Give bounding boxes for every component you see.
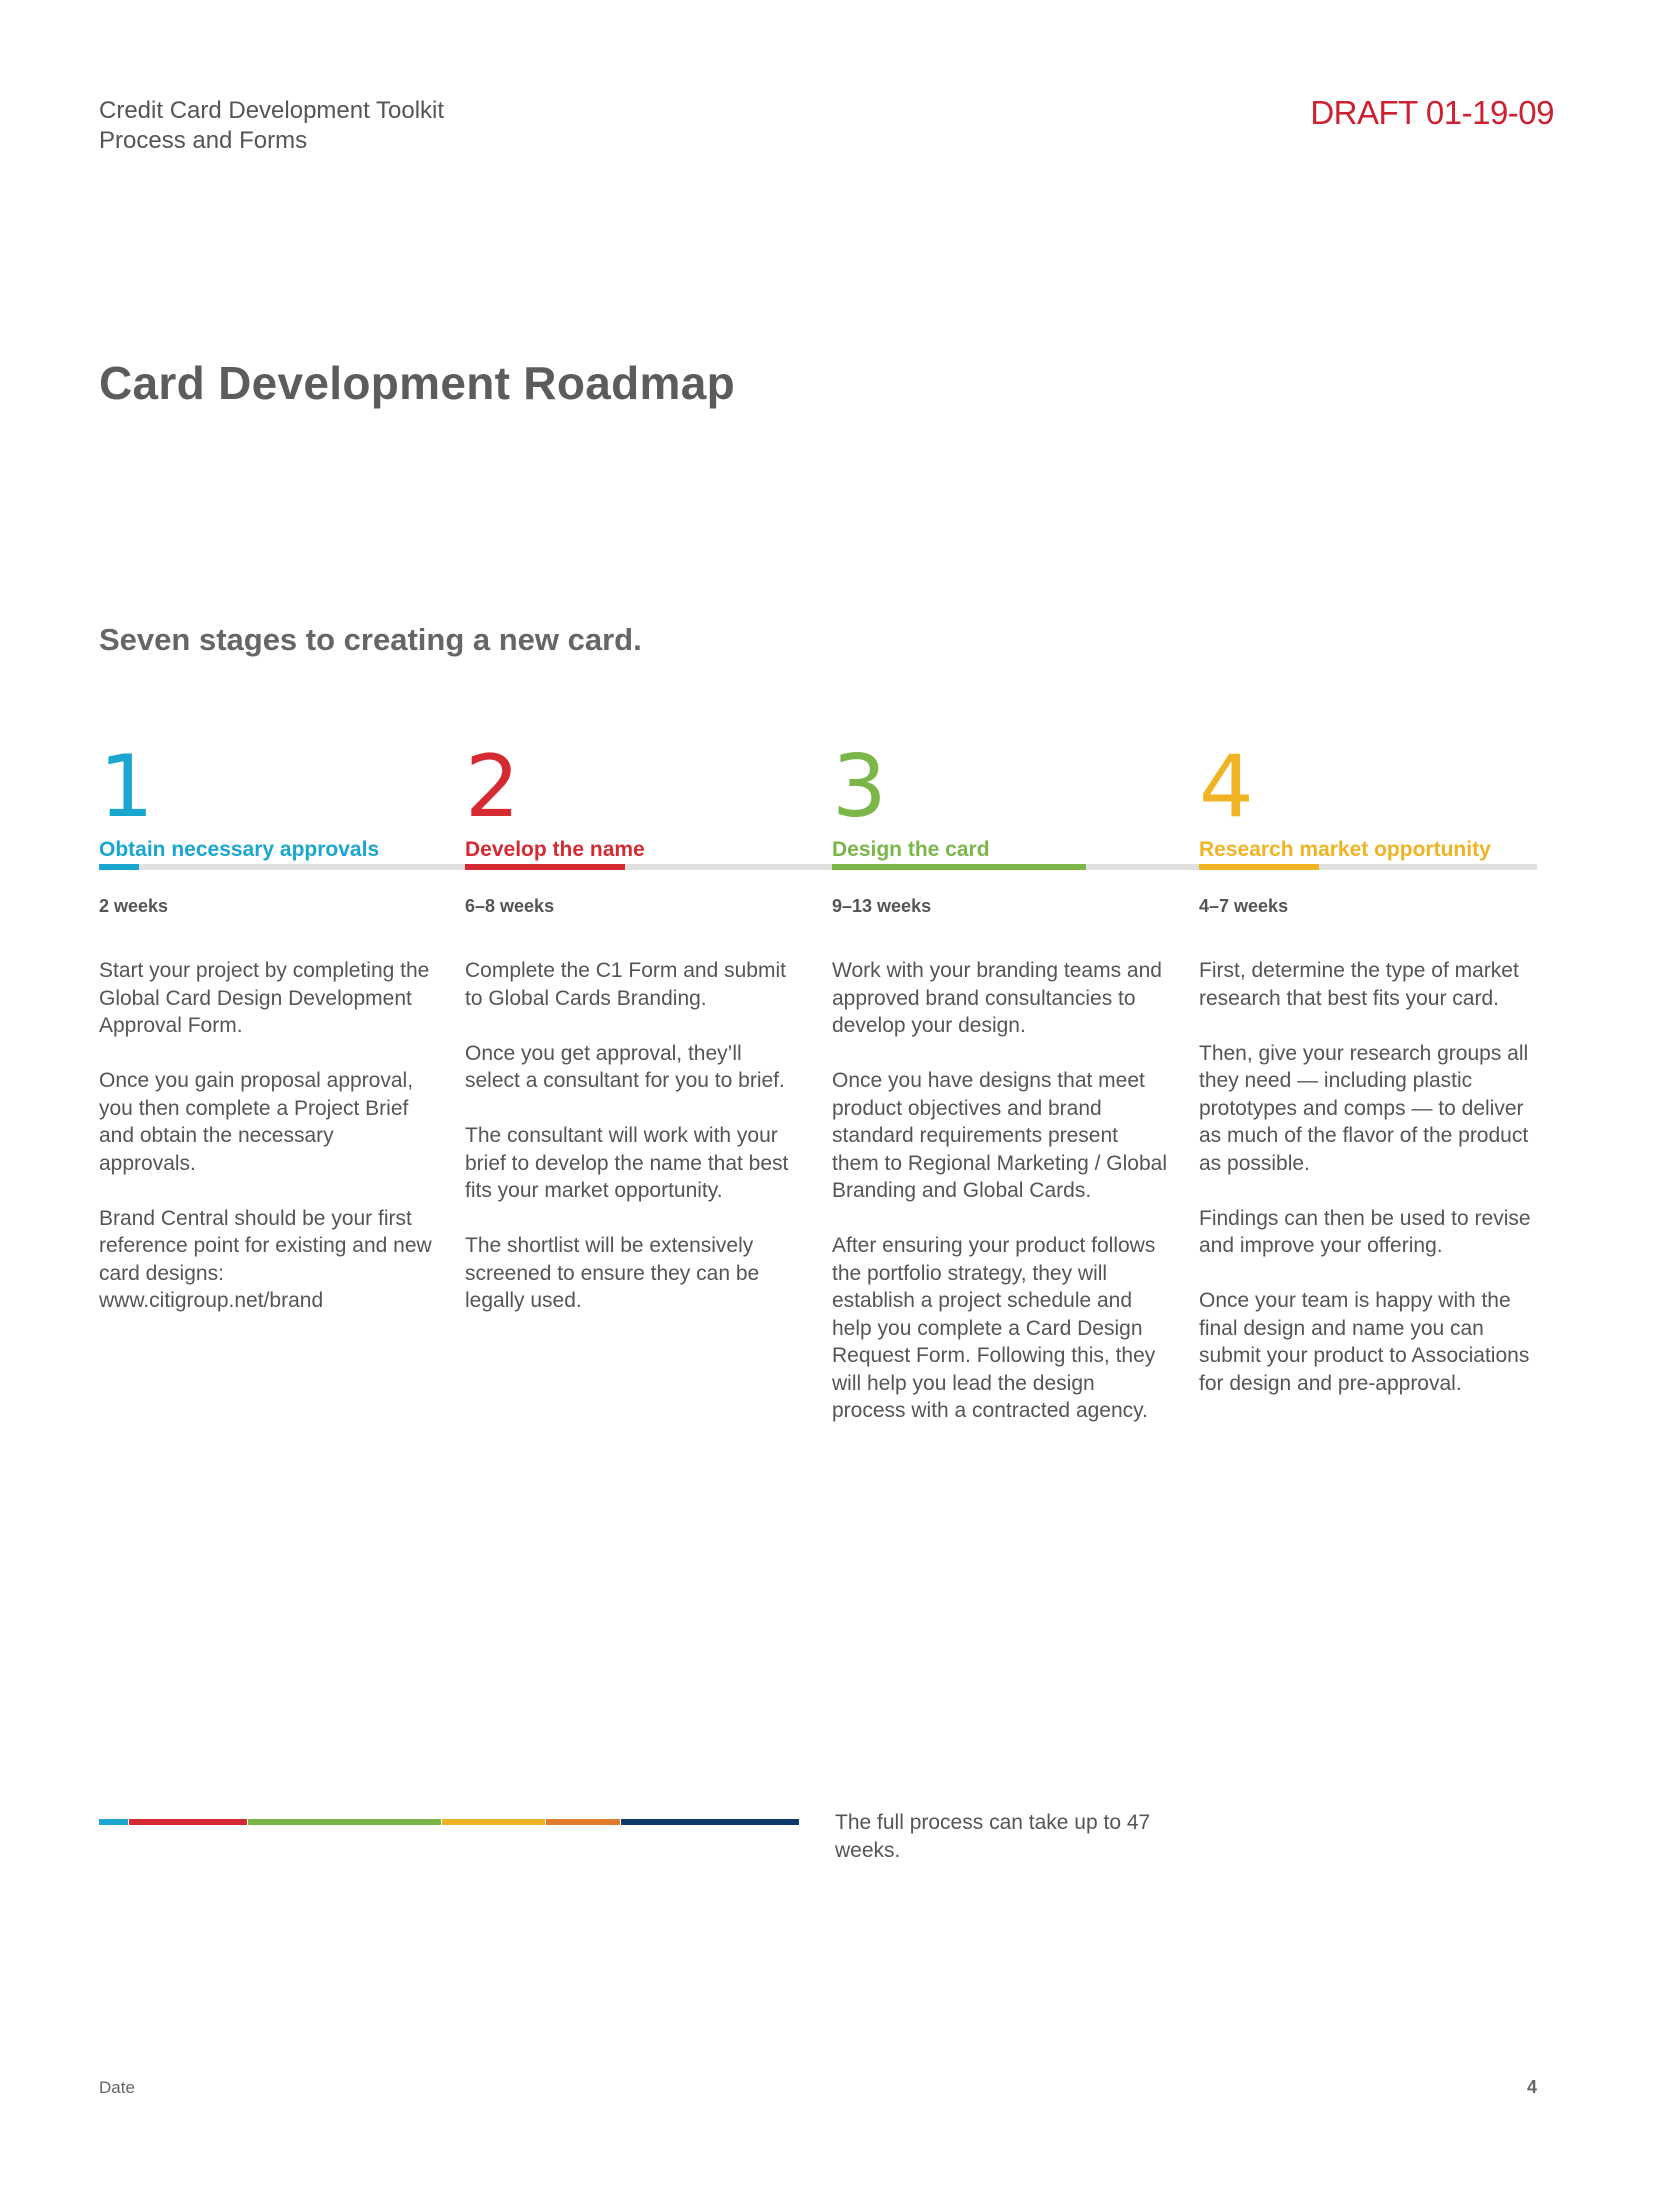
- stage-paragraph: Findings can then be used to revise and improve your offering.: [1199, 1206, 1531, 1257]
- stage-title: Develop the name: [465, 838, 645, 861]
- stage-paragraph: Once you gain proposal approval, you then complete a Project Brief and obtain the necessary approvals.: [99, 1069, 414, 1175]
- draft-stamp: DRAFT 01-19-09: [1310, 94, 1554, 131]
- stage-paragraph: Work with your branding teams and approved brand consultancies to develop your design.: [832, 959, 1162, 1037]
- header-toolkit-title: Credit Card Development Toolkit: [99, 97, 445, 124]
- stage-title: Research market opportunity: [1199, 838, 1491, 861]
- stage-paragraph: Once your team is happy with the final design and name you can submit your product to Associations for design and pre-approval.: [1199, 1289, 1530, 1395]
- stage-duration: 2 weeks: [99, 896, 169, 916]
- stage-number: 3: [832, 737, 887, 837]
- stage-title: Obtain necessary approvals: [99, 838, 380, 861]
- stage-3-column: [832, 737, 1168, 1452]
- timeline-segment-1: [99, 1819, 129, 1825]
- stage-paragraph: Brand Central should be your first reference point for existing and new card designs: www.citigroup.net/brand: [99, 1206, 432, 1312]
- stage-number: 2: [465, 737, 520, 837]
- stage-paragraph: After ensuring your product follows the portfolio strategy, they will establish a project schedule and help you complete a Card Design Request Form. Following this, they will help you lead the design process with a contracted agency.: [832, 1234, 1156, 1422]
- stage-description: [832, 957, 1167, 1425]
- page-subtitle: Seven stages to creating a new card.: [99, 622, 642, 657]
- page-number: 4: [1526, 2077, 1537, 2097]
- stage-duration: 6–8 weeks: [465, 896, 555, 916]
- stage-number: 4: [1199, 737, 1254, 837]
- footer-date-label: Date: [99, 2078, 135, 2097]
- stage-2-column: [465, 737, 800, 1342]
- timeline-segment-3: [248, 1819, 442, 1825]
- stage-title: Design the card: [832, 838, 990, 861]
- page-title: Card Development Roadmap: [99, 357, 735, 409]
- document-header: [99, 96, 444, 156]
- stage-4-column: [1199, 737, 1534, 1425]
- timeline-segment-4: [442, 1819, 546, 1825]
- header-section-title: Process and Forms: [99, 127, 308, 154]
- stage-paragraph: Once you get approval, they’ll select a consultant for you to brief.: [465, 1041, 785, 1092]
- stage-paragraph: Then, give your research groups all they need — including plastic prototypes and comps — to deliver as much of the flavor of the product as possible.: [1199, 1041, 1529, 1175]
- stage-paragraph: Complete the C1 Form and submit to Global Cards Branding.: [465, 959, 786, 1010]
- timeline-segment-5: [546, 1819, 621, 1825]
- stage-duration: 4–7 weeks: [1199, 896, 1289, 916]
- stage-description: [1199, 957, 1534, 1397]
- stage-paragraph: Once you have designs that meet product objectives and brand standard requirements present them to Regional Marketing / Global Branding and Global Cards.: [832, 1069, 1168, 1202]
- stage-1-column: [99, 737, 434, 1342]
- stage-paragraph: The consultant will work with your brief to develop the name that best fits your market opportunity.: [465, 1124, 789, 1202]
- stage-paragraph: The shortlist will be extensively screened to ensure they can be legally used.: [465, 1234, 760, 1312]
- stage-description: [465, 957, 800, 1315]
- stage-duration: 9–13 weeks: [832, 896, 932, 916]
- stage-paragraph: Start your project by completing the Global Card Design Development Approval Form.: [99, 959, 430, 1037]
- timeline-segment-6: [621, 1819, 800, 1825]
- stage-description: [99, 957, 434, 1315]
- stage-paragraph: First, determine the type of market research that best fits your card.: [1199, 959, 1519, 1010]
- timeline-note: The full process can take up to 47 weeks.: [835, 1811, 1151, 1862]
- full-process-timeline-bar: [99, 1819, 800, 1825]
- stage-number: 1: [99, 737, 154, 837]
- timeline-segment-2: [129, 1819, 248, 1825]
